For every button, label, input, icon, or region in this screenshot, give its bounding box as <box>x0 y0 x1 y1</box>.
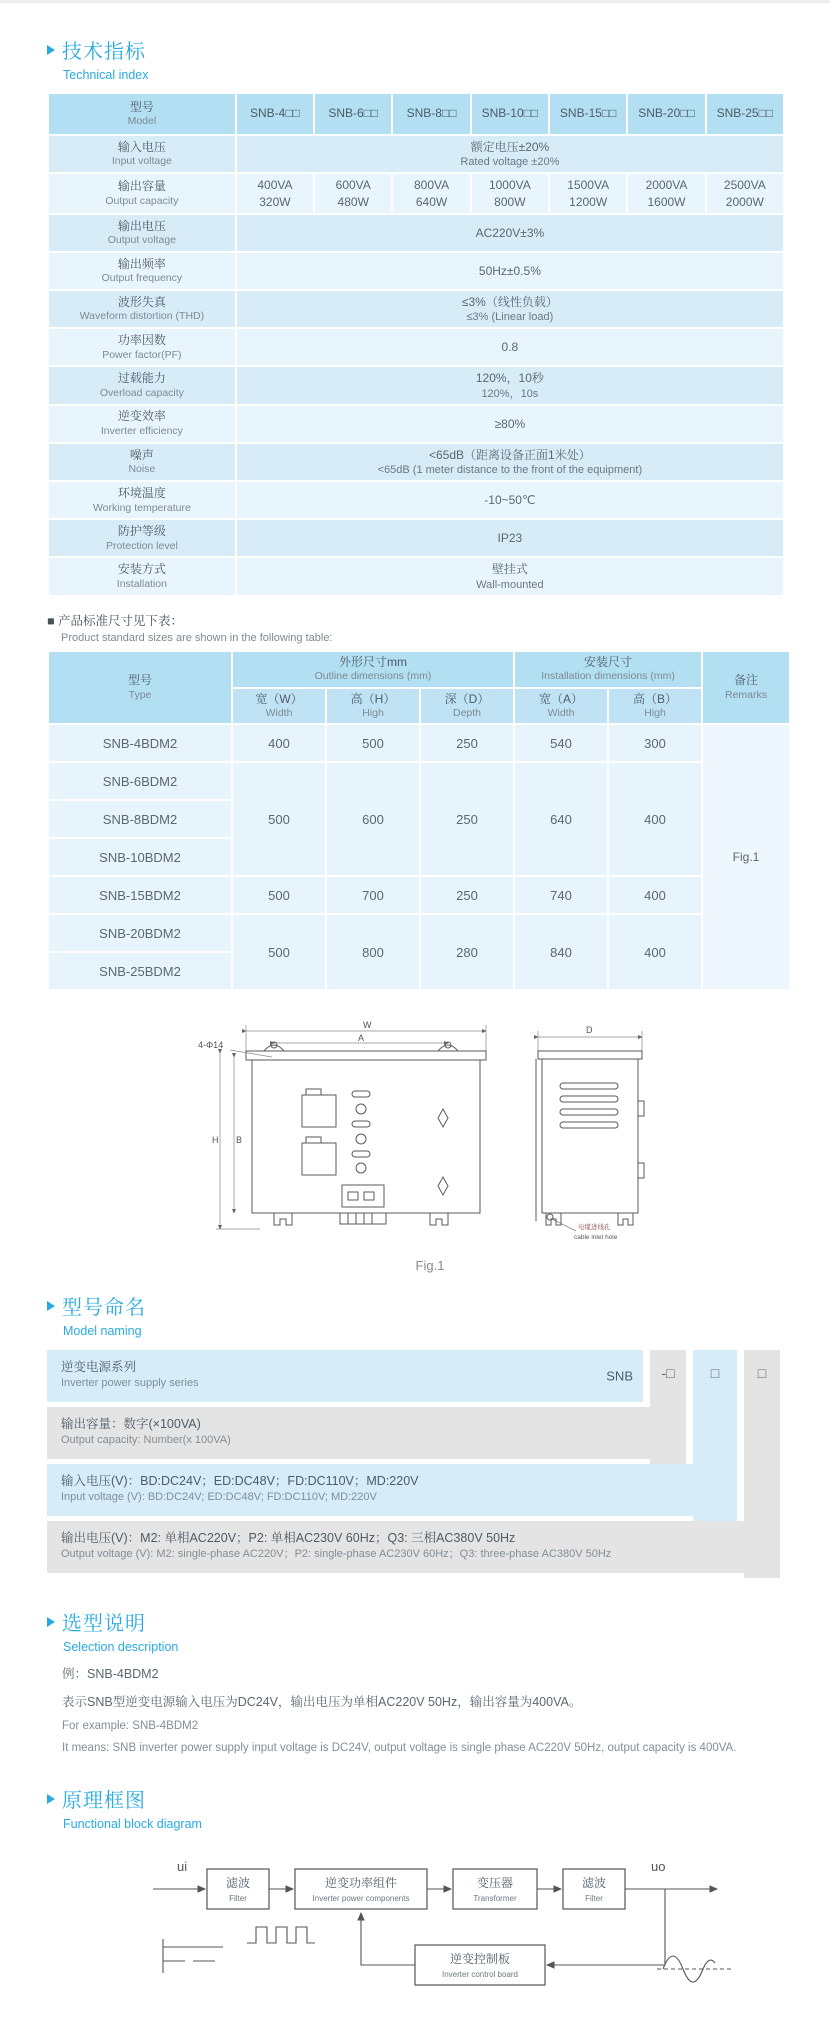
panel-knob <box>356 1134 366 1144</box>
spec-row-input-voltage <box>49 136 783 172</box>
spec-row-label: 波形失真 Waveform distortion (THD) <box>49 291 235 327</box>
size-remark-cell: Fig.1 <box>703 725 789 989</box>
foot <box>274 1213 292 1225</box>
size-value-cell: 400 <box>233 725 325 761</box>
section-heading-model-naming <box>47 1291 830 1338</box>
size-note-en: Product standard sizes are shown in the following table: <box>61 631 333 644</box>
selection-description-body <box>62 1664 830 1754</box>
spec-capacity-cell: 2000VA 1600W <box>628 174 704 212</box>
spec-row-label: 环境温度 Working temperature <box>49 482 235 518</box>
spec-row-label: 输出容量 Output capacity <box>49 174 235 212</box>
section-title-en: Model naming <box>63 1324 142 1339</box>
cable-inlet-label-cn: 电缆进线孔 <box>578 1224 611 1232</box>
section-title-cn: 原理框图 <box>62 1790 146 1813</box>
functional-block-diagram <box>135 1847 830 2002</box>
section-heading-selection <box>47 1607 830 1654</box>
figure-caption: Fig.1 <box>415 1258 445 1274</box>
size-header-row1 <box>49 652 789 687</box>
section-arrow-icon <box>47 45 55 55</box>
spec-row-value: ≤3%（线性负载） ≤3% (Linear load) <box>237 291 783 327</box>
spec-row-inverter-efficiency <box>49 406 783 442</box>
front-top-flange <box>246 1051 486 1060</box>
spec-row-overload-capacity <box>49 367 783 403</box>
spec-row-working-temperature <box>49 482 783 518</box>
spec-header-col: SNB-4□□ <box>237 94 313 134</box>
size-type-cell: SNB-6BDM2 <box>49 763 231 799</box>
dim-label-a: A <box>358 1033 365 1044</box>
indicator-slot <box>352 1121 370 1127</box>
svg-text:滤波: 滤波 <box>225 1876 251 1891</box>
section-title-cn: 技术指标 <box>62 41 146 63</box>
door-handle <box>438 1109 448 1127</box>
panel-knob <box>356 1104 366 1114</box>
cable-inlet-label-en: cable inlet hole <box>574 1234 618 1242</box>
spec-table <box>47 92 785 597</box>
outline-drawing-svg <box>190 1017 670 1249</box>
selection-example-cn: 例：SNB-4BDM2 <box>62 1667 159 1682</box>
svg-text:Filter: Filter <box>585 1894 603 1904</box>
size-value-cell: 540 <box>515 725 607 761</box>
spec-row-value: <65dB（距离设备正面1米处） <65dB (1 meter distance to the front of the equipment) <box>237 444 783 480</box>
door-handle <box>438 1177 448 1195</box>
spec-header-col: SNB-8□□ <box>393 94 469 134</box>
size-row <box>49 725 789 761</box>
svg-text:变压器: 变压器 <box>476 1876 514 1891</box>
spec-row-output-voltage <box>49 215 783 251</box>
bottom-connector <box>340 1213 386 1224</box>
selection-meaning-cn: 表示SNB型逆变电源输入电压为DC24V，输出电压为单相AC220V 50Hz，输出容量为400VA。 <box>62 1695 582 1710</box>
spec-row-waveform-distortion <box>49 291 783 327</box>
size-type-cell: SNB-25BDM2 <box>49 953 231 989</box>
spec-capacity-cell: 2500VA 2000W <box>707 174 783 212</box>
spec-capacity-cell: 400VA 320W <box>237 174 313 212</box>
section-title-cn: 型号命名 <box>62 1297 146 1320</box>
svg-text:Transformer: Transformer <box>473 1894 517 1904</box>
panel-meter <box>302 1095 336 1127</box>
side-cabinet-body <box>542 1059 638 1213</box>
size-value-cell: 400 <box>609 763 701 875</box>
spec-header-col: SNB-6□□ <box>315 94 391 134</box>
size-value-cell: 840 <box>515 915 607 989</box>
svg-text:滤波: 滤波 <box>581 1876 607 1891</box>
size-note <box>47 611 830 644</box>
spec-row-noise <box>49 444 783 480</box>
size-value-cell: 400 <box>609 877 701 913</box>
size-type-cell: SNB-8BDM2 <box>49 801 231 837</box>
size-value-cell: 400 <box>609 915 701 989</box>
size-subheader-d: 深（D） Depth <box>421 689 513 724</box>
size-note-cn: ■ 产品标准尺寸见下表： <box>47 613 184 628</box>
foot <box>430 1213 448 1225</box>
model-code-segment-3: □ <box>744 1350 780 1578</box>
section-arrow-icon <box>47 1794 55 1804</box>
size-value-cell: 500 <box>233 763 325 875</box>
size-row <box>49 915 789 951</box>
size-value-cell: 500 <box>233 877 325 913</box>
naming-row-input-voltage: 输入电压(V)：BD:DC24V；ED:DC48V；FD:DC110V；MD:220V Input voltage (V): BD:DC24V; ED:DC48V; FD:DC110V; MD:220V <box>47 1464 737 1516</box>
spec-capacity-cell: 1500VA 1200W <box>550 174 626 212</box>
vent-louver <box>560 1122 618 1128</box>
spec-row-value: -10~50℃ <box>237 482 783 518</box>
spec-row-value: ≥80% <box>237 406 783 442</box>
spec-row-output-frequency <box>49 253 783 289</box>
size-type-cell: SNB-20BDM2 <box>49 915 231 951</box>
spec-row-value: IP23 <box>237 520 783 556</box>
section-title-en: Technical index <box>63 68 149 82</box>
dim-label-d: D <box>586 1025 593 1036</box>
size-type-cell: SNB-10BDM2 <box>49 839 231 875</box>
section-title-cn: 选型说明 <box>62 1613 146 1636</box>
spec-row-label: 噪声 Noise <box>49 444 235 480</box>
size-subheader-w: 宽（W） Width <box>233 689 325 724</box>
spec-row-label: 输出频率 Output frequency <box>49 253 235 289</box>
dim-label-b: B <box>236 1135 243 1146</box>
selection-meaning-en: It means: SNB inverter power supply input voltage is DC24V, output voltage is single phase AC220V 50Hz, output capacity is 400VA. <box>62 1742 737 1755</box>
naming-row-capacity: 输出容量：数字(×100VA) Output capacity: Number(x 100VA) <box>47 1407 686 1459</box>
spec-row-value: 50Hz±0.5% <box>237 253 783 289</box>
panel-meter <box>302 1143 336 1175</box>
block-diagram-svg <box>135 1847 735 1997</box>
naming-row-output-voltage: 输出电压(V)：M2: 单相AC220V；P2: 单相AC230V 60Hz；Q3: 三相AC380V 50Hz Output voltage (V): M2: single-phase AC220V；P2: single-phase AC230V 60Hz；Q3: three-phase AC380V 50Hz <box>47 1521 780 1573</box>
spec-header-row <box>49 94 783 134</box>
vent-louver <box>560 1083 618 1089</box>
spec-row-installation <box>49 558 783 594</box>
size-value-cell: 640 <box>515 763 607 875</box>
dim-label-w: W <box>363 1020 372 1031</box>
model-prefix: SNB <box>606 1368 633 1384</box>
size-header-install: 安装尺寸 Installation dimensions (mm) <box>515 652 701 687</box>
size-type-cell: SNB-4BDM2 <box>49 725 231 761</box>
size-subheader-a: 宽（A） Width <box>515 689 607 724</box>
section-heading-technical-index <box>47 35 830 82</box>
spec-row-label: 逆变效率 Inverter efficiency <box>49 406 235 442</box>
size-type-cell: SNB-15BDM2 <box>49 877 231 913</box>
size-value-cell: 740 <box>515 877 607 913</box>
size-value-cell: 250 <box>421 877 513 913</box>
spec-header-col: SNB-25□□ <box>707 94 783 134</box>
output-label: uo <box>651 1859 666 1875</box>
size-value-cell: 250 <box>421 725 513 761</box>
size-value-cell: 280 <box>421 915 513 989</box>
holes-label: 4-Φ14 <box>198 1040 224 1051</box>
sine-wave-icon <box>657 1956 731 1982</box>
size-value-cell: 500 <box>233 915 325 989</box>
size-value-cell: 800 <box>327 915 419 989</box>
spec-capacity-cell: 1000VA 800W <box>472 174 548 212</box>
model-naming-diagram <box>47 1350 780 1573</box>
side-top-flange <box>538 1051 642 1059</box>
spec-row-label: 输出电压 Output voltage <box>49 215 235 251</box>
size-value-cell: 250 <box>421 763 513 875</box>
spec-row-value: 0.8 <box>237 329 783 365</box>
spec-row-label: 输入电压 Input voltage <box>49 136 235 172</box>
selection-example-en: For example: SNB-4BDM2 <box>62 1720 199 1733</box>
spec-capacity-cell: 800VA 640W <box>393 174 469 212</box>
spec-row-value: 120%，10秒 120%，10s <box>237 367 783 403</box>
size-row <box>49 763 789 799</box>
section-arrow-icon <box>47 1301 55 1311</box>
spec-header-col: SNB-10□□ <box>472 94 548 134</box>
vent-louver <box>560 1109 618 1115</box>
spec-row-protection-level <box>49 520 783 556</box>
spec-row-label: 安装方式 Installation <box>49 558 235 594</box>
spec-row-value: 壁挂式 Wall-mounted <box>237 558 783 594</box>
spec-row-label: 功率因数 Power factor(PF) <box>49 329 235 365</box>
svg-text:逆变功率组件: 逆变功率组件 <box>324 1876 398 1891</box>
spec-header-col: SNB-15□□ <box>550 94 626 134</box>
svg-text:Inverter control board: Inverter control board <box>441 1970 519 1980</box>
meter-tab <box>306 1089 321 1095</box>
spec-row-value: 额定电压±20% Rated voltage ±20% <box>237 136 783 172</box>
model-code-segment-1: -□ <box>650 1350 686 1464</box>
indicator-slot <box>352 1151 370 1157</box>
dc-waveform-icon <box>163 1939 223 1973</box>
naming-row-series: 逆变电源系列 Inverter power supply series SNB <box>47 1350 643 1402</box>
spec-capacity-cell: 600VA 480W <box>315 174 391 212</box>
model-code-segment-2: □ <box>693 1350 737 1521</box>
spec-row-power-factor <box>49 329 783 365</box>
size-value-cell: 300 <box>609 725 701 761</box>
svg-text:Inverter power components: Inverter power components <box>312 1894 410 1904</box>
hinge <box>638 1101 644 1116</box>
size-subheader-h: 高（H） High <box>327 689 419 724</box>
section-title-en: Selection description <box>63 1640 179 1655</box>
size-value-cell: 500 <box>327 725 419 761</box>
meter-tab <box>306 1137 321 1143</box>
spec-row-label: 防护等级 Protection level <box>49 520 235 556</box>
hinge <box>638 1163 644 1178</box>
square-wave-icon <box>247 1927 315 1943</box>
size-value-cell: 600 <box>327 763 419 875</box>
size-table <box>47 650 791 991</box>
indicator-slot <box>352 1091 370 1097</box>
spec-header-col: SNB-20□□ <box>628 94 704 134</box>
spec-row-output-capacity <box>49 174 783 212</box>
section-arrow-icon <box>47 1617 55 1627</box>
spec-header-model: 型号 Model <box>49 94 235 134</box>
spec-row-label: 过载能力 Overload capacity <box>49 367 235 403</box>
size-header-outline: 外形尺寸mm Outline dimensions (mm) <box>233 652 513 687</box>
vent-louver <box>560 1096 618 1102</box>
svg-text:Filter: Filter <box>229 1894 247 1904</box>
panel-knob <box>356 1163 366 1173</box>
size-subheader-b: 高（B） High <box>609 689 701 724</box>
input-label: ui <box>177 1859 188 1875</box>
svg-text:逆变控制板: 逆变控制板 <box>449 1952 511 1967</box>
size-value-cell: 700 <box>327 877 419 913</box>
datasheet-page <box>0 3 830 2032</box>
size-row <box>49 877 789 913</box>
dim-label-h: H <box>212 1135 219 1146</box>
product-outline-drawing <box>190 1017 670 1254</box>
size-header-type: 型号 Type <box>49 652 231 723</box>
section-title-en: Functional block diagram <box>63 1817 202 1832</box>
size-header-remarks: 备注 Remarks <box>703 652 789 723</box>
foot <box>618 1213 633 1225</box>
spec-row-value: AC220V±3% <box>237 215 783 251</box>
